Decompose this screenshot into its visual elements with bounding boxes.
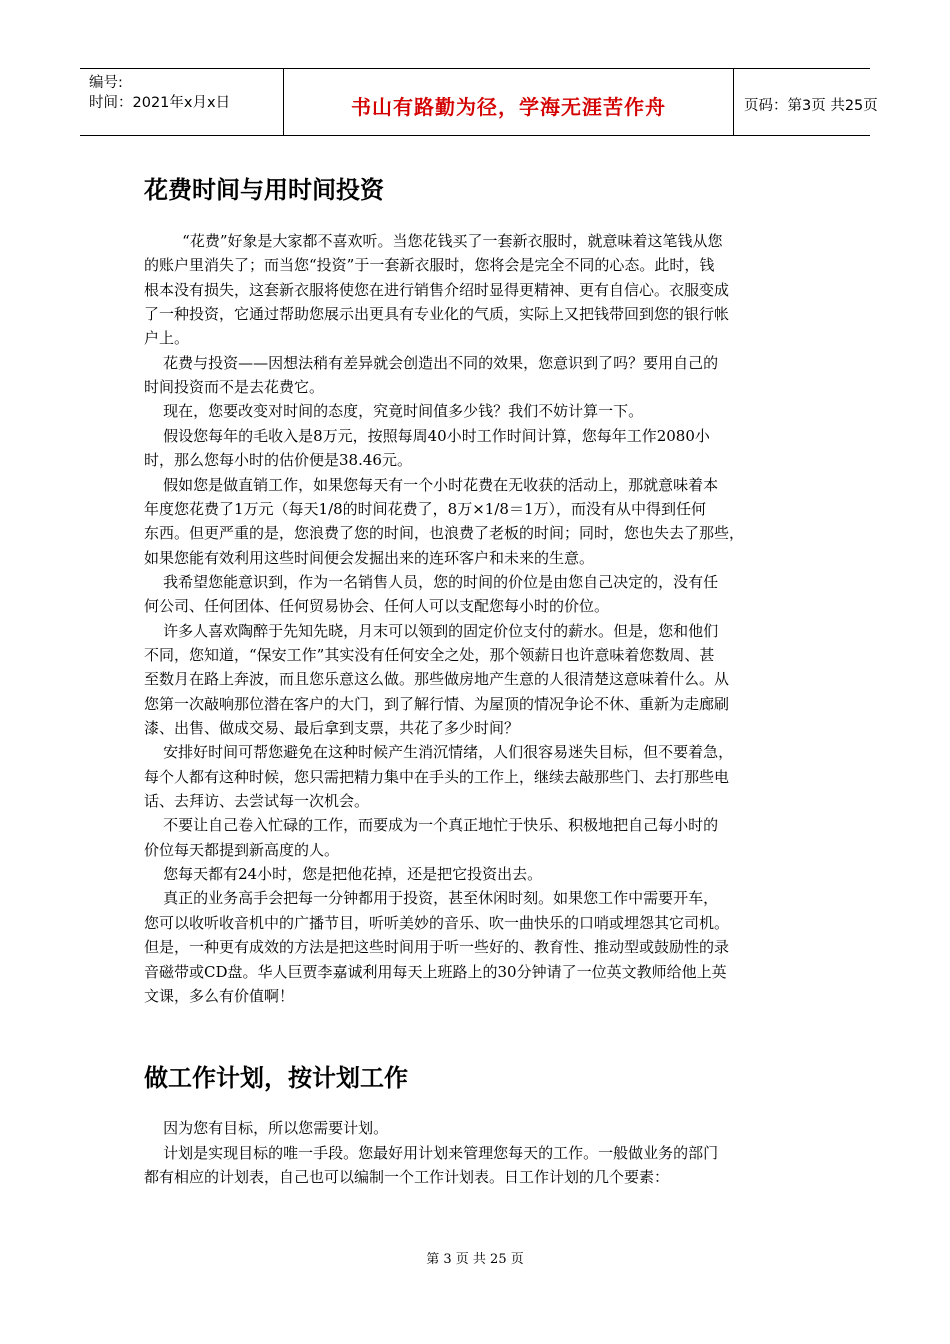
text-line: 音磁带或CD盘。华人巨贾李嘉诚利用每天上班路上的30分钟请了一位英文教师给他上英 <box>144 962 727 981</box>
text-line: 您每天都有24小时，您是把他花掉，还是把它投资出去。 <box>144 865 543 884</box>
text-line: 年度您花费了1万元（每天1/8的时间花费了，8万×1/8＝1万），而没有从中得到任何 <box>144 499 706 518</box>
text-line: 因为您有目标，所以您需要计划。 <box>144 1119 389 1137</box>
text-line: 计划是实现目标的唯一手段。您最好用计划来管理您每天的工作。一般做业务的部门 <box>144 1143 719 1162</box>
text-line: 安排好时间可帮您避免在这种时候产生消沉情绪，人们很容易迷失目标，但不要着急， <box>144 743 734 762</box>
text-line: 许多人喜欢陶醉于先知先晓，月末可以领到的固定价位支付的薪水。但是，您和他们 <box>144 621 719 640</box>
text-line: 假如您是做直销工作，如果您每天有一个小时花费在无收获的活动上，那就意味着本 <box>144 475 719 494</box>
header-meta-cell <box>80 69 284 135</box>
text-line: 您第一次敲响那位潜在客户的大门，到了解行情、为屋顶的情况争论不休、重新为走廊刷 <box>144 694 730 713</box>
text-line: 漆、出售、做成交易、最后拿到支票，共花了多少时间？ <box>144 719 520 737</box>
text-line: 您可以收听收音机中的广播节目，听听美妙的音乐、吹一曲快乐的口哨或埋怨其它司机。 <box>144 913 730 932</box>
text-line: 不要让自己卷入忙碌的工作，而要成为一个真正地忙于快乐、积极地把自己每小时的 <box>144 816 719 835</box>
text-line: 花费与投资——因想法稍有差异就会创造出不同的效果，您意识到了吗？要用自己的 <box>144 353 719 372</box>
header-motto-cell <box>284 69 734 135</box>
document-date-label: 时间：2021年x月x日 <box>89 95 231 111</box>
text-line: 真正的业务高手会把每一分钟都用于投资，甚至休闲时刻。如果您工作中需要开车， <box>144 889 719 908</box>
text-line: 假设您每年的毛收入是8万元，按照每周40小时工作时间计算，您每年工作2080小 <box>144 426 710 445</box>
text-line: 现在，您要改变对时间的态度，究竟时间值多少钱？我们不妨计算一下。 <box>144 402 644 421</box>
text-line: 根本没有损失，这套新衣服将使您在进行销售介绍时显得更精神、更有自信心。衣服变成 <box>144 280 730 299</box>
text-line: 每个人都有这种时候，您只需把精力集中在手头的工作上，继续去敲那些门、去打那些电 <box>144 767 730 786</box>
text-line: 时，那么您每小时的估价便是38.46元。 <box>144 451 412 470</box>
text-line: 如果您能有效利用这些时间便会发掘出来的连环客户和未来的生意。 <box>144 548 595 567</box>
header-page-info: 页码：第3页 共25页 <box>744 98 878 114</box>
text-line: 价位每天都提到新高度的人。 <box>144 840 340 859</box>
text-line: 东西。但更严重的是，您浪费了您的时间，也浪费了老板的时间；同时，您也失去了那些， <box>144 524 745 543</box>
text-line: 户上。 <box>144 329 190 348</box>
text-line: 的账户里消失了；而当您“投资”于一套新衣服时，您将会是完全不同的心态。此时，钱 <box>144 256 715 275</box>
section-title-time-investment: 花费时间与用时间投资 <box>144 176 384 204</box>
text-line: 我希望您能意识到，作为一名销售人员，您的时间的价位是由您自己决定的，没有任 <box>144 572 719 591</box>
text-line: 时间投资而不是去花费它。 <box>144 378 325 397</box>
text-line: 都有相应的计划表，自己也可以编制一个工作计划表。日工作计划的几个要素： <box>144 1168 670 1186</box>
page-footer-number: 第 3 页 共 25 页 <box>426 1252 524 1267</box>
text-line: 但是，一种更有成效的方法是把这些时间用于听一些好的、教育性、推动型或鼓励性的录 <box>144 938 730 957</box>
text-line: 至数月在路上奔波，而且您乐意这么做。那些做房地产生意的人很清楚这意味着什么。从 <box>144 670 730 689</box>
text-line: 文课，多么有价值啊！ <box>144 986 295 1005</box>
header-motto: 书山有路勤为径，学海无涯苦作舟 <box>351 95 666 119</box>
text-line: 何公司、任何团体、任何贸易协会、任何人可以支配您每小时的价位。 <box>144 597 610 616</box>
section-title-work-plan: 做工作计划，按计划工作 <box>144 1064 408 1092</box>
header-page-cell <box>734 69 878 135</box>
document-number-label: 编号: <box>89 75 123 91</box>
text-line: 了一种投资，它通过帮助您展示出更具有专业化的气质，实际上又把钱带回到您的银行帐 <box>144 305 730 324</box>
page-header <box>80 68 878 136</box>
text-line: “花费”好象是大家都不喜欢听。当您花钱买了一套新衣服时，就意味着这笔钱从您 <box>144 232 723 250</box>
text-line: 话、去拜访、去尝试每一次机会。 <box>144 792 370 811</box>
text-line: 不同，您知道，“保安工作”其实没有任何安全之处，那个领薪日也许意味着您数周、甚 <box>144 645 715 664</box>
